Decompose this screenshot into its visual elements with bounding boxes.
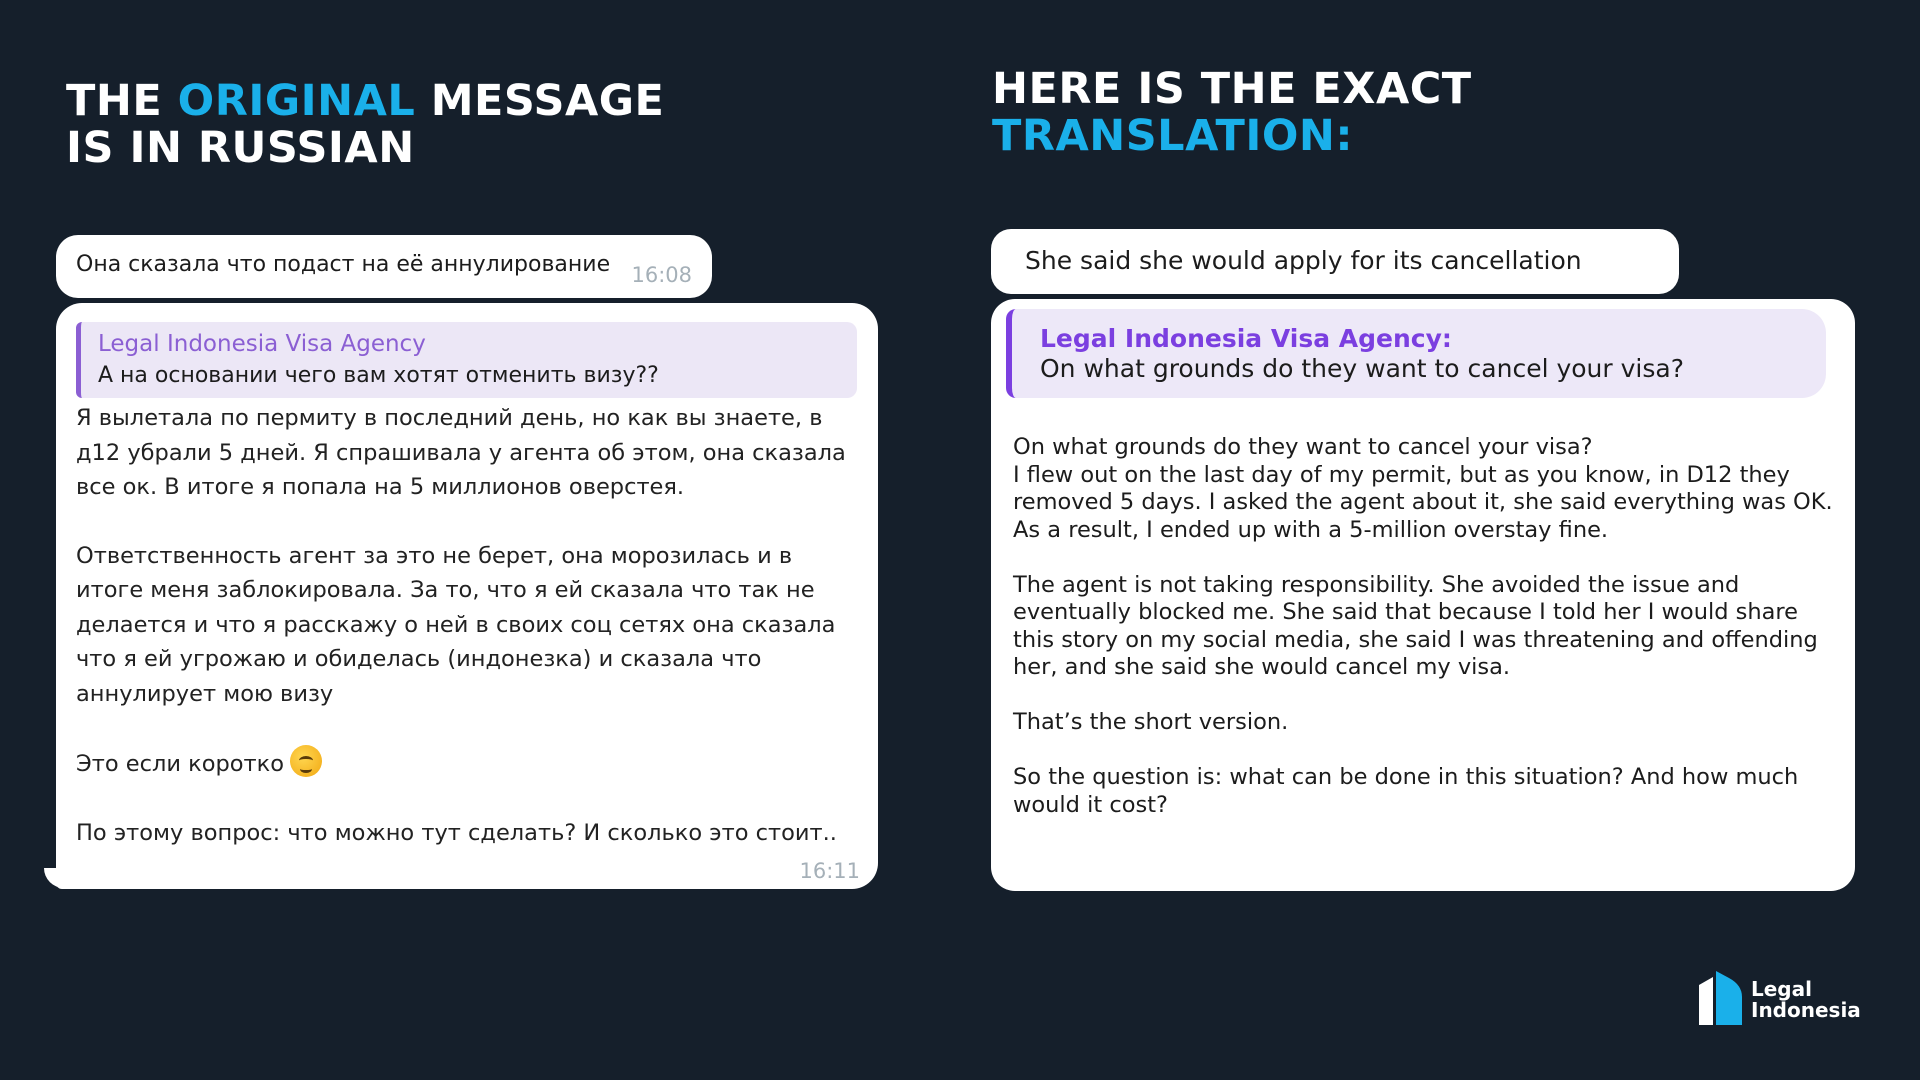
quoted-text: А на основании чего вам хотят отменить визу?? (98, 363, 659, 388)
original-first-message-bubble (56, 235, 712, 298)
face-with-hand-over-mouth-emoji-icon (290, 745, 322, 777)
translation-heading (992, 66, 1872, 160)
message-body (1013, 434, 1833, 847)
message-text: She said she would apply for its cancellation (1025, 246, 1582, 275)
translation-first-message-bubble (991, 229, 1679, 294)
message-paragraph (76, 745, 866, 782)
translation-heading-line1: HERE IS THE EXACT (992, 64, 1472, 114)
message-paragraph: On what grounds do they want to cancel your visa? I flew out on the last day of my permit, but as you know, in D12 they removed 5 days. I asked the agent about it, she said everything was OK. As a result, I ended up with a 5-million overstay fine. (1013, 434, 1833, 543)
message-paragraph-text: Это если коротко (76, 751, 284, 777)
logo-text (1751, 979, 1861, 1021)
quoted-text: On what grounds do they want to cancel your visa? (1040, 354, 1684, 383)
message-paragraph: Ответственность агент за это не берет, она морозилась и в итоге меня заблокировала. За то, что я ей сказала что так не делается и что я расскажу о ней в своих соц сетях она сказала что я ей угрожаю и обиделась (индонезка) и сказала что аннулирует мою визу (76, 542, 836, 707)
heading-text: THE (66, 76, 178, 126)
original-heading-line2: IS IN RUSSIAN (66, 123, 415, 173)
logo-text-line2: Indonesia (1751, 998, 1861, 1022)
message-time: 16:08 (631, 263, 692, 287)
logo-text-line1: Legal (1751, 977, 1812, 1001)
message-paragraph: That’s the short version. (1013, 709, 1289, 735)
quoted-sender-name: Legal Indonesia Visa Agency (98, 331, 426, 357)
message-text: Она сказала что подаст на её аннулирование (76, 252, 611, 277)
original-heading (66, 78, 946, 172)
house-logo-icon (1699, 971, 1742, 1025)
translation-reply-bubble (991, 299, 1855, 891)
heading-accent-text: ORIGINAL (177, 76, 416, 126)
message-body (76, 401, 866, 884)
message-paragraph: The agent is not taking responsibility. She avoided the issue and eventually blocked me. She said that because I told her I would share this story on my social media, she said I was threatening and offending her, and she said she would cancel my visa. (1013, 571, 1818, 680)
quoted-message (1006, 309, 1826, 398)
translation-heading-line2: TRANSLATION: (992, 111, 1354, 161)
quoted-sender-name: Legal Indonesia Visa Agency: (1040, 324, 1452, 353)
original-reply-bubble (56, 303, 878, 889)
original-heading-line1 (66, 78, 946, 125)
heading-text: MESSAGE (415, 76, 665, 126)
message-paragraph: Я вылетала по пермиту в последний день, но как вы знаете, в д12 убрали 5 дней. Я спрашивала у агента об этом, она сказала все ок. В итоге я попала на 5 миллионов оверстея. (76, 405, 846, 500)
legal-indonesia-logo (1699, 971, 1869, 1027)
message-paragraph: По этому вопрос: что можно тут сделать? И сколько это стоит.. (76, 819, 837, 846)
message-paragraph: So the question is: what can be done in this situation? And how much would it cost? (1013, 764, 1799, 818)
message-time: 16:11 (799, 859, 860, 883)
quoted-message[interactable] (76, 322, 857, 398)
